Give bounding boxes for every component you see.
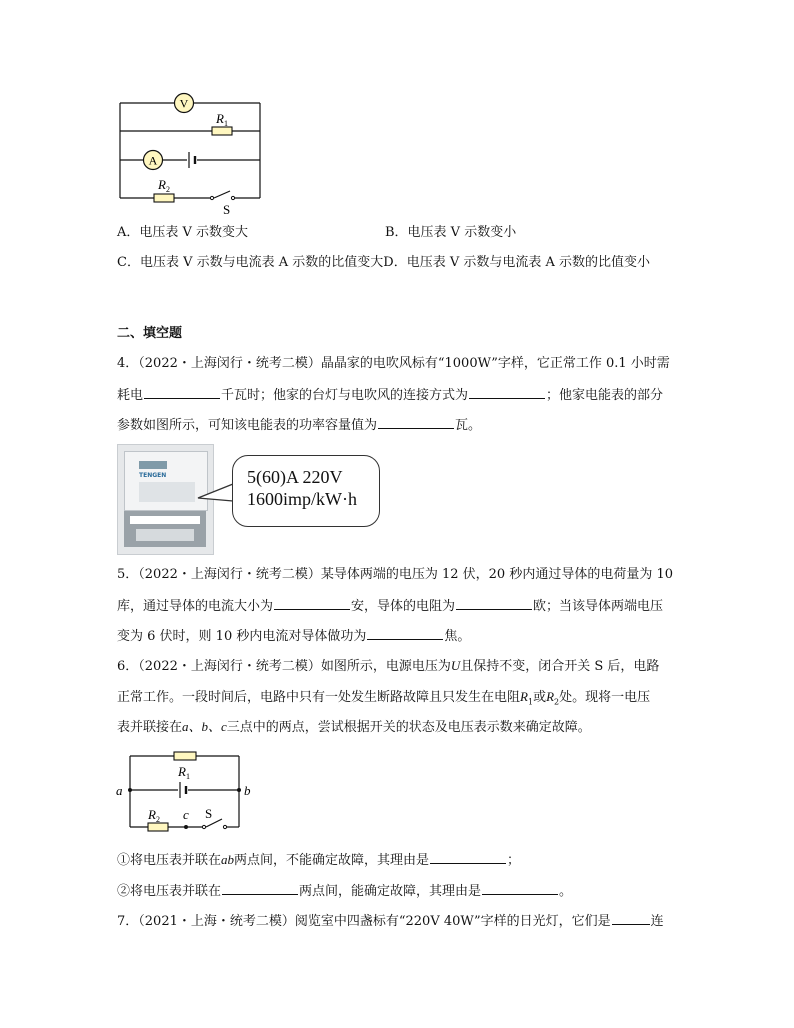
q7-line-1: 7．（2021・上海・统考二模）阅览室中四盏标有“220V 40W”字样的日光灯，它们是 连	[117, 914, 664, 929]
section-title: 二、填空题	[117, 326, 183, 341]
point-b-label: b	[244, 783, 251, 798]
q5-blank-2[interactable]	[456, 597, 532, 610]
q4-blank-3[interactable]	[378, 416, 454, 429]
option-c-text: C．电压表 V 示数与电流表 A 示数的比值变大	[117, 255, 384, 270]
point-c-label: c	[183, 807, 189, 822]
callout-pointer-cover	[378, 486, 382, 506]
meter-terminal-cover	[124, 511, 206, 547]
resistor-r1-icon	[212, 127, 232, 135]
q6-item-1: ①将电压表并联在ab两点间，不能确定故障，其理由是 ；	[117, 852, 521, 868]
meter-nameplate	[139, 482, 195, 502]
q6-blank-3[interactable]	[482, 882, 558, 895]
q5-line-3: 变为 6 伏时，则 10 秒内电流对导体做功为 焦。	[117, 629, 471, 644]
switch-icon	[210, 196, 213, 199]
q5-line-2: 库，通过导体的电流大小为 安，导体的电阻为 欧；当该导体两端电压	[117, 599, 664, 614]
meter-strip	[130, 516, 200, 524]
r2-label: $R_2$	[148, 807, 160, 824]
q6-blank-1[interactable]	[430, 851, 506, 864]
node-a-dot	[128, 788, 132, 792]
q4-line-2: 耗电 千瓦时；他家的台灯与电吹风的连接方式为 ；他家电能表的部分	[117, 388, 664, 403]
q4-blank-2[interactable]	[469, 386, 545, 399]
q6-blank-2[interactable]	[222, 882, 298, 895]
q5-line-1: 5．（2022・上海闵行・统考二模）某导体两端的电压为 12 伏，20 秒内通过导体的电荷量为 10	[117, 567, 674, 582]
q4-line-3: 参数如图所示，可知该电能表的功率容量值为 瓦。	[117, 418, 482, 433]
callout-line-2: 1600imp/kW·h	[247, 489, 357, 509]
q4-blank-1[interactable]	[144, 386, 220, 399]
meter-plate	[136, 529, 194, 541]
r1-label: $R_1$	[178, 764, 190, 781]
option-d-text: D．电压表 V 示数与电流表 A 示数的比值变小	[383, 255, 650, 270]
point-a-label: a	[116, 783, 123, 798]
callout-line-1: 5(60)A 220V	[247, 467, 343, 487]
r2-label: $R_2$	[158, 177, 170, 194]
switch-label: S	[223, 202, 231, 217]
q6-line-2: 正常工作。一段时间后，电路中只有一处发生断路故障且只发生在电阻$R_1$或$R_2$处。现将一电压	[117, 689, 651, 707]
option-b: B．电压表 V 示数变小	[385, 225, 517, 240]
option-c	[117, 254, 650, 272]
resistor-r1-icon	[174, 752, 196, 760]
resistor-r2-icon	[148, 823, 168, 831]
voltmeter-label: V	[179, 96, 189, 111]
meter-parameters-callout	[232, 455, 380, 527]
circuit-diagram-2	[112, 745, 262, 840]
option-a: A．电压表 V 示数变大	[117, 225, 249, 240]
callout-pointer	[196, 482, 236, 504]
q6-item-2: ②将电压表并联在 两点间，能确定故障，其理由是 。	[117, 884, 573, 899]
q4-line-1: 4．（2022・上海闵行・统考二模）晶晶家的电吹风标有“1000W”字样，它正常工作 0.1 小时需	[117, 356, 670, 371]
q7-blank-1[interactable]	[612, 912, 650, 925]
meter-display	[139, 461, 167, 469]
node-c-dot	[184, 825, 188, 829]
ammeter-label: A	[148, 153, 158, 168]
resistor-r2-icon	[154, 194, 174, 202]
node-b-dot	[237, 788, 241, 792]
r1-label: $R_1$	[216, 111, 228, 128]
circuit-diagram-1	[110, 90, 270, 220]
meter-brand: TENGEN	[139, 472, 167, 479]
q5-blank-3[interactable]	[367, 627, 443, 640]
q6-line-3: 表并联接在a、b、c三点中的两点，尝试根据开关的状态及电压表示数来确定故障。	[117, 719, 591, 735]
q5-blank-1[interactable]	[274, 597, 350, 610]
switch-icon	[202, 825, 205, 828]
switch-label: S	[205, 806, 213, 821]
q6-line-1: 6．（2022・上海闵行・统考二模）如图所示，电源电压为U且保持不变，闭合开关 S 后，电路	[117, 658, 660, 674]
